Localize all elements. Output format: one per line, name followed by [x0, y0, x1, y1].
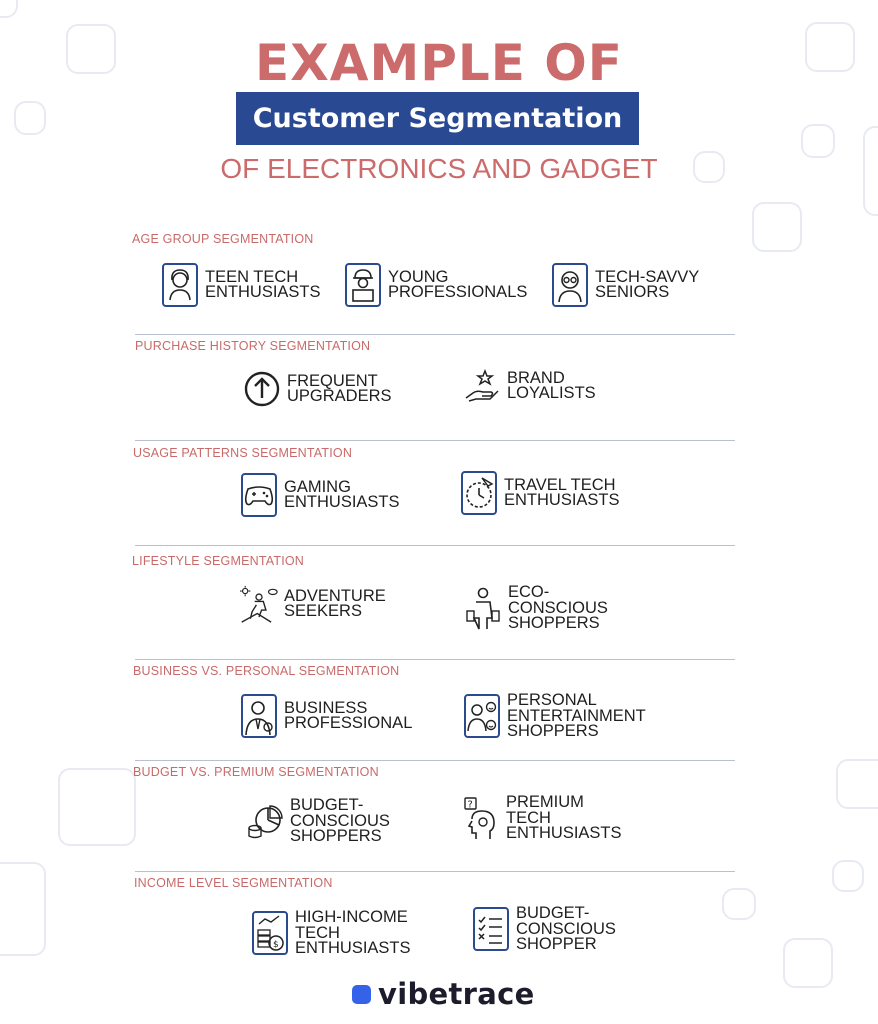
- decorative-square: [832, 860, 864, 892]
- teen-icon: [161, 262, 199, 308]
- segment-item-label: BUSINESS PROFESSIONAL: [284, 698, 413, 732]
- decorative-square: [14, 101, 46, 135]
- svg-text:$: $: [273, 940, 279, 951]
- segment-item-label: HIGH-INCOME TECH ENTHUSIASTS: [295, 908, 411, 957]
- page-subtitle: OF ELECTRONICS AND GADGET: [220, 153, 658, 184]
- segment-item: [463, 693, 657, 740]
- segment-item: [240, 693, 419, 739]
- brand-mark-icon: [352, 985, 371, 1004]
- plane-clock-icon: [460, 470, 498, 516]
- segment-item: [462, 795, 631, 842]
- decorative-square: [752, 202, 802, 252]
- head-question-icon: [462, 795, 500, 841]
- segment-item-label: BUDGET-CONSCIOUS SHOPPER: [516, 904, 616, 953]
- segment-item: [161, 262, 330, 308]
- segment-item: [472, 906, 626, 953]
- divider: [135, 871, 735, 872]
- segment-item: [464, 585, 613, 632]
- segment-item-label: GAMING ENTHUSIASTS: [284, 477, 400, 511]
- pie-coins-icon: [246, 798, 284, 844]
- decorative-square: [783, 938, 833, 988]
- segment-item-label: FREQUENT UPGRADERS: [287, 371, 392, 405]
- segment-item: [460, 470, 629, 516]
- segment-title-business-vs-personal: BUSINESS VS. PERSONAL SEGMENTATION: [133, 664, 400, 678]
- divider: [135, 545, 735, 546]
- segment-item-label: BRAND LOYALISTS: [507, 368, 596, 402]
- page-title: EXAMPLE OF: [255, 34, 623, 92]
- segment-title-budget-vs-premium: BUDGET VS. PREMIUM SEGMENTATION: [133, 765, 379, 779]
- divider: [135, 440, 735, 441]
- segment-item: [243, 366, 402, 412]
- decorative-square: [58, 768, 136, 846]
- segment-item-label: TEEN TECH ENTHUSIASTS: [205, 267, 321, 301]
- segment-title-purchase-history: PURCHASE HISTORY SEGMENTATION: [135, 339, 371, 353]
- segment-item-label: ECO-CONSCIOUS SHOPPERS: [508, 583, 608, 632]
- brand-name: vibetrace: [378, 977, 535, 1011]
- segment-item-label: PERSONAL ENTERTAINMENT SHOPPERS: [507, 691, 646, 740]
- decorative-square: [0, 0, 18, 18]
- brand-logo: [352, 977, 535, 1011]
- segment-item: [240, 472, 409, 518]
- svg-text:?: ?: [467, 799, 473, 811]
- shopper-icon: [464, 585, 502, 631]
- segment-item: [240, 581, 394, 627]
- divider: [135, 760, 735, 761]
- professional-icon: [344, 262, 382, 308]
- senior-icon: [551, 262, 589, 308]
- segment-title-age-group: AGE GROUP SEGMENTATION: [132, 232, 314, 246]
- coins-chart-icon: [251, 910, 289, 956]
- segment-item-label: YOUNG PROFESSIONALS: [388, 267, 528, 301]
- divider: [135, 659, 735, 660]
- decorative-square: [722, 888, 756, 920]
- segment-title-income-level: INCOME LEVEL SEGMENTATION: [134, 876, 333, 890]
- segment-item-label: TECH-SAVVY SENIORS: [595, 267, 699, 301]
- segment-item-label: ADVENTURE SEEKERS: [284, 586, 386, 620]
- upgrade-arrow-icon: [243, 366, 281, 412]
- climber-icon: [240, 581, 278, 627]
- segment-item: [246, 798, 400, 845]
- decorative-square: [0, 862, 46, 956]
- segment-item-label: BUDGET-CONSCIOUS SHOPPERS: [290, 796, 390, 845]
- segment-item-label: PREMIUM TECH ENTHUSIASTS: [506, 793, 622, 842]
- segment-item: [551, 262, 720, 308]
- decorative-square: [836, 759, 878, 809]
- page-subtitle-band: Customer Segmentation: [236, 92, 639, 145]
- businessman-icon: [240, 693, 278, 739]
- people-smile-icon: [463, 693, 501, 739]
- segment-item: [463, 363, 607, 409]
- segment-title-usage-patterns: USAGE PATTERNS SEGMENTATION: [133, 446, 353, 460]
- segment-item: [251, 910, 420, 957]
- hand-star-icon: [463, 363, 501, 409]
- checklist-icon: [472, 906, 510, 952]
- divider: [135, 334, 735, 335]
- segment-item: [344, 262, 538, 308]
- segment-title-lifestyle: LIFESTYLE SEGMENTATION: [132, 554, 305, 568]
- segment-item-label: TRAVEL TECH ENTHUSIASTS: [504, 475, 620, 509]
- gamepad-icon: [240, 472, 278, 518]
